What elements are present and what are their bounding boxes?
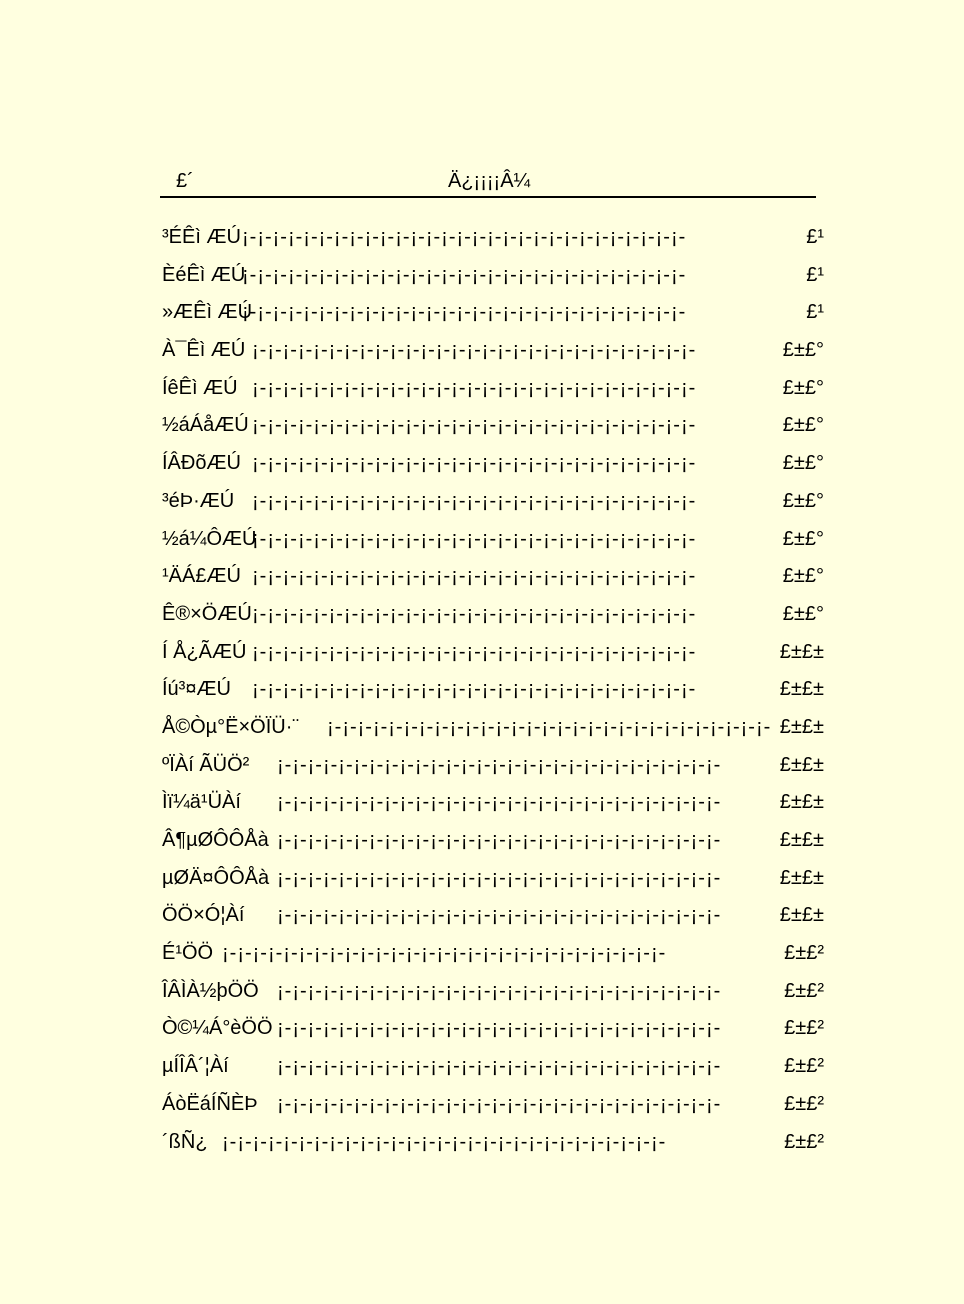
toc-entry-page-number: £±£² [784,979,824,1002]
toc-entry-page-number: £±£² [784,1130,824,1153]
dot-leader: ¡-¡-¡-¡-¡-¡-¡-¡-¡-¡-¡-¡-¡-¡-¡-¡-¡-¡-¡-¡-¡-¡-¡-¡-¡-¡-¡-¡-¡- [252,339,697,362]
dot-leader: ¡-¡-¡-¡-¡-¡-¡-¡-¡-¡-¡-¡-¡-¡-¡-¡-¡-¡-¡-¡-¡-¡-¡-¡-¡-¡-¡-¡-¡- [242,226,687,248]
toc-entry-page-number: £¹ [806,226,824,248]
toc-entry-title: Ìï¼ä¹ÜÀí [162,791,241,814]
toc-entry[interactable] [162,601,824,639]
toc-entry[interactable] [162,865,824,903]
toc-entry-page-number: £±£° [782,565,824,588]
dot-leader: ¡-¡-¡-¡-¡-¡-¡-¡-¡-¡-¡-¡-¡-¡-¡-¡-¡-¡-¡-¡-¡-¡-¡-¡-¡-¡-¡-¡-¡- [252,452,697,475]
toc-entry-page-number: £±£² [784,1055,824,1078]
dot-leader: ¡-¡-¡-¡-¡-¡-¡-¡-¡-¡-¡-¡-¡-¡-¡-¡-¡-¡-¡-¡-¡-¡-¡-¡-¡-¡-¡-¡-¡- [277,753,722,776]
toc-entry[interactable] [162,563,824,601]
dot-leader: ¡-¡-¡-¡-¡-¡-¡-¡-¡-¡-¡-¡-¡-¡-¡-¡-¡-¡-¡-¡-¡-¡-¡-¡-¡-¡-¡-¡-¡- [327,715,772,738]
toc-entry-title: ÎÂÌÀ½þÖÖ [162,979,259,1002]
toc-entry-title: µØÄ¤ÔÔÅà [162,866,270,889]
table-of-contents [162,224,824,1166]
dot-leader: ¡-¡-¡-¡-¡-¡-¡-¡-¡-¡-¡-¡-¡-¡-¡-¡-¡-¡-¡-¡-¡-¡-¡-¡-¡-¡-¡-¡-¡- [277,791,722,814]
dot-leader: ¡-¡-¡-¡-¡-¡-¡-¡-¡-¡-¡-¡-¡-¡-¡-¡-¡-¡-¡-¡-¡-¡-¡-¡-¡-¡-¡-¡-¡- [252,527,697,550]
toc-entry-title: ÍêÊì ÆÚ [162,376,238,399]
toc-entry[interactable] [162,526,824,564]
toc-entry[interactable] [162,1091,824,1129]
toc-entry-title: ³éÞ·ÆÚ [162,489,235,512]
toc-entry-page-number: £±£² [784,1017,824,1040]
dot-leader: ¡-¡-¡-¡-¡-¡-¡-¡-¡-¡-¡-¡-¡-¡-¡-¡-¡-¡-¡-¡-¡-¡-¡-¡-¡-¡-¡-¡-¡- [252,602,697,625]
toc-entry-page-number: £±£° [782,602,824,625]
toc-entry[interactable] [162,412,824,450]
toc-entry[interactable] [162,337,824,375]
toc-entry-title: Ê®×ÖÆÚ [162,602,252,625]
toc-entry-page-number: £±£° [782,376,824,399]
dot-leader: ¡-¡-¡-¡-¡-¡-¡-¡-¡-¡-¡-¡-¡-¡-¡-¡-¡-¡-¡-¡-¡-¡-¡-¡-¡-¡-¡-¡-¡- [252,376,697,399]
toc-entry-page-number: £±£° [782,489,824,512]
toc-entry-page-number: £±£± [779,829,824,851]
toc-entry-title: »ÆÊì ÆÚ [162,301,253,324]
toc-entry-title: À¯Êì ÆÚ [162,339,246,362]
toc-entry-title: ½á¼ÔÆÚ [162,527,257,550]
toc-entry[interactable] [162,375,824,413]
toc-entry[interactable] [162,827,824,865]
toc-entry[interactable] [162,639,824,677]
toc-entry-title: ´ßÑ¿ [162,1130,208,1153]
toc-entry[interactable] [162,978,824,1016]
dot-leader: ¡-¡-¡-¡-¡-¡-¡-¡-¡-¡-¡-¡-¡-¡-¡-¡-¡-¡-¡-¡-¡-¡-¡-¡-¡-¡-¡-¡-¡- [277,1055,722,1078]
toc-entry-page-number: £±£± [779,715,824,738]
dot-leader: ¡-¡-¡-¡-¡-¡-¡-¡-¡-¡-¡-¡-¡-¡-¡-¡-¡-¡-¡-¡-¡-¡-¡-¡-¡-¡-¡-¡-¡- [277,1092,722,1115]
toc-entry-page-number: £±£± [779,866,824,889]
toc-entry[interactable] [162,752,824,790]
toc-entry-page-number: £±£± [779,904,824,927]
toc-entry-page-number: £±£° [782,339,824,362]
toc-entry-page-number: £¹ [806,263,824,286]
toc-entry-title: µÍÎÂ´¦Àí [162,1055,229,1078]
dot-leader: ¡-¡-¡-¡-¡-¡-¡-¡-¡-¡-¡-¡-¡-¡-¡-¡-¡-¡-¡-¡-¡-¡-¡-¡-¡-¡-¡-¡-¡- [252,678,697,701]
toc-entry-page-number: £±£° [782,452,824,475]
header-page-label: £´ [176,170,194,192]
toc-entry-page-number: £±£± [779,791,824,814]
toc-entry-title: Å©Òµ°Ë×ÖÏÜ·¨ [162,715,300,738]
dot-leader: ¡-¡-¡-¡-¡-¡-¡-¡-¡-¡-¡-¡-¡-¡-¡-¡-¡-¡-¡-¡-¡-¡-¡-¡-¡-¡-¡-¡-¡- [222,1130,667,1153]
running-header [162,166,816,196]
toc-entry-title: ½áÁåÆÚ [162,414,249,437]
dot-leader: ¡-¡-¡-¡-¡-¡-¡-¡-¡-¡-¡-¡-¡-¡-¡-¡-¡-¡-¡-¡-¡-¡-¡-¡-¡-¡-¡-¡-¡- [242,301,687,324]
dot-leader: ¡-¡-¡-¡-¡-¡-¡-¡-¡-¡-¡-¡-¡-¡-¡-¡-¡-¡-¡-¡-¡-¡-¡-¡-¡-¡-¡-¡-¡- [252,414,697,437]
toc-entry[interactable] [162,714,824,752]
toc-entry-title: ºÏÀí ÃÜÖ² [162,753,250,776]
toc-entry[interactable] [162,488,824,526]
toc-entry-page-number: £±£± [779,753,824,776]
toc-entry-title: ÖÖ×Ó¦Àí [162,904,245,927]
toc-entry[interactable] [162,299,824,337]
toc-entry-title: Ò©¼Á°èÖÖ [162,1017,273,1040]
dot-leader: ¡-¡-¡-¡-¡-¡-¡-¡-¡-¡-¡-¡-¡-¡-¡-¡-¡-¡-¡-¡-¡-¡-¡-¡-¡-¡-¡-¡-¡- [242,263,687,286]
toc-entry-title: ÍÂÐõÆÚ [162,452,241,475]
toc-entry[interactable] [162,224,824,262]
dot-leader: ¡-¡-¡-¡-¡-¡-¡-¡-¡-¡-¡-¡-¡-¡-¡-¡-¡-¡-¡-¡-¡-¡-¡-¡-¡-¡-¡-¡-¡- [252,640,697,663]
toc-entry-title: É¹ÖÖ [162,942,214,965]
header-rule [160,196,816,198]
toc-entry-page-number: £¹ [806,301,824,324]
toc-entry-page-number: £±£° [782,527,824,550]
toc-entry-page-number: £±£² [784,1092,824,1115]
toc-entry-title: ¹ÄÁ£ÆÚ [162,565,241,588]
toc-entry-page-number: £±£² [784,942,824,965]
toc-entry-title: Í Å¿ÃÆÚ [162,640,247,663]
toc-entry-title: ³ÉÊì ÆÚ [162,226,241,248]
dot-leader: ¡-¡-¡-¡-¡-¡-¡-¡-¡-¡-¡-¡-¡-¡-¡-¡-¡-¡-¡-¡-¡-¡-¡-¡-¡-¡-¡-¡-¡- [277,979,722,1002]
toc-entry[interactable] [162,902,824,940]
toc-entry[interactable] [162,1053,824,1091]
page-title: Ä¿¡¡¡¡Â¼ [448,170,531,192]
toc-entry[interactable] [162,676,824,714]
toc-entry-title: Íú³¤ÆÚ [162,678,231,701]
toc-entry-page-number: £±£° [782,414,824,437]
toc-entry-title: ÁòËáÍÑÈÞ [162,1092,258,1115]
toc-entry-title: ÈéÊì ÆÚ [162,263,246,286]
toc-entry[interactable] [162,1015,824,1053]
toc-entry[interactable] [162,789,824,827]
toc-entry[interactable] [162,262,824,300]
toc-entry-page-number: £±£± [779,640,824,663]
toc-entry-page-number: £±£± [779,678,824,701]
toc-entry-title: Â¶µØÔÔÅà [162,829,269,851]
dot-leader: ¡-¡-¡-¡-¡-¡-¡-¡-¡-¡-¡-¡-¡-¡-¡-¡-¡-¡-¡-¡-¡-¡-¡-¡-¡-¡-¡-¡-¡- [222,942,667,965]
dot-leader: ¡-¡-¡-¡-¡-¡-¡-¡-¡-¡-¡-¡-¡-¡-¡-¡-¡-¡-¡-¡-¡-¡-¡-¡-¡-¡-¡-¡-¡- [277,866,722,889]
dot-leader: ¡-¡-¡-¡-¡-¡-¡-¡-¡-¡-¡-¡-¡-¡-¡-¡-¡-¡-¡-¡-¡-¡-¡-¡-¡-¡-¡-¡-¡- [277,904,722,927]
dot-leader: ¡-¡-¡-¡-¡-¡-¡-¡-¡-¡-¡-¡-¡-¡-¡-¡-¡-¡-¡-¡-¡-¡-¡-¡-¡-¡-¡-¡-¡- [277,829,722,851]
toc-entry[interactable] [162,1129,824,1167]
dot-leader: ¡-¡-¡-¡-¡-¡-¡-¡-¡-¡-¡-¡-¡-¡-¡-¡-¡-¡-¡-¡-¡-¡-¡-¡-¡-¡-¡-¡-¡- [277,1017,722,1040]
toc-entry[interactable] [162,940,824,978]
toc-entry[interactable] [162,450,824,488]
dot-leader: ¡-¡-¡-¡-¡-¡-¡-¡-¡-¡-¡-¡-¡-¡-¡-¡-¡-¡-¡-¡-¡-¡-¡-¡-¡-¡-¡-¡-¡- [252,489,697,512]
dot-leader: ¡-¡-¡-¡-¡-¡-¡-¡-¡-¡-¡-¡-¡-¡-¡-¡-¡-¡-¡-¡-¡-¡-¡-¡-¡-¡-¡-¡-¡- [252,565,697,588]
